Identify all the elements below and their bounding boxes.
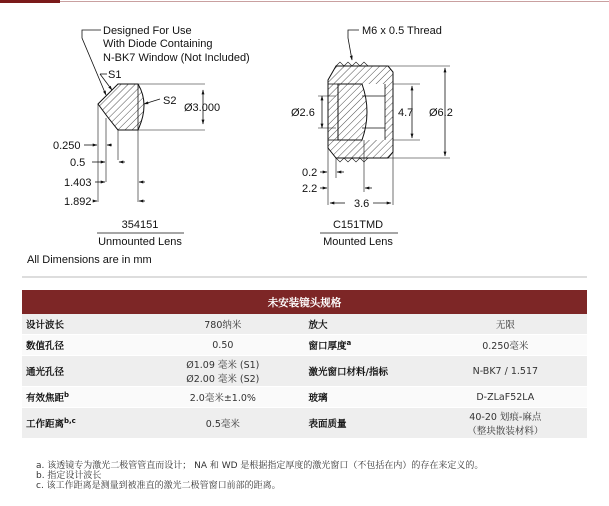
lens-body bbox=[98, 84, 144, 130]
row-label: 工作距离$^{b,c}$ bbox=[22, 408, 141, 439]
spec-table bbox=[22, 290, 587, 439]
table-row bbox=[22, 314, 587, 335]
row-label: 有效焦距$^b$ bbox=[22, 387, 141, 408]
row-value: D-ZLaF52LA bbox=[424, 387, 587, 408]
dim-22-label: 2.2 bbox=[302, 183, 318, 195]
mounted-lens-element bbox=[338, 84, 367, 140]
callout-line-3: N-BK7 Window (Not Included) bbox=[103, 52, 250, 64]
row-value: Ø1.09 毫米 (S1) Ø2.00 毫米 (S2) bbox=[141, 356, 304, 387]
callout-line-2: With Diode Containing bbox=[103, 38, 213, 50]
row-value: 0.250毫米 bbox=[424, 335, 587, 356]
row-label: 数值孔径 bbox=[22, 335, 141, 356]
footnote-c: c. 该工作距离是测量到被准直的激光二极管窗口前部的距离。 bbox=[36, 481, 281, 491]
s2-label: S2 bbox=[163, 95, 177, 107]
unmounted-lens-drawing bbox=[27, 25, 250, 266]
mounted-lens-drawing bbox=[291, 25, 453, 248]
row-label: 激光窗口材料/指标 bbox=[304, 356, 423, 387]
row-label: 放大 bbox=[304, 314, 423, 335]
table-row bbox=[22, 356, 587, 387]
table-row bbox=[22, 335, 587, 356]
row-value: 0.5毫米 bbox=[141, 408, 304, 439]
spec-table-title: 未安装镜头规格 bbox=[22, 290, 587, 314]
row-value: N-BK7 / 1.517 bbox=[424, 356, 587, 387]
dim-47-label: 4.7 bbox=[398, 107, 414, 119]
row-value: 0.50 bbox=[141, 335, 304, 356]
footnote-b: b. 指定设计波长 bbox=[36, 471, 102, 481]
dim-05-label: 0.5 bbox=[70, 157, 86, 169]
thread-label: M6 x 0.5 Thread bbox=[362, 25, 442, 37]
dia-62-label: Ø6.2 bbox=[429, 107, 453, 119]
right-caption: Mounted Lens bbox=[323, 236, 393, 248]
row-label: 设计波长 bbox=[22, 314, 141, 335]
dim-02-label: 0.2 bbox=[302, 167, 318, 179]
row-label: 窗口厚度$^a$ bbox=[304, 335, 423, 356]
dim-1403-label: 1.403 bbox=[64, 177, 92, 189]
left-caption: Unmounted Lens bbox=[98, 236, 182, 248]
dim-36-label: 3.6 bbox=[354, 198, 370, 210]
table-row bbox=[22, 387, 587, 408]
right-part-number: C151TMD bbox=[332, 219, 384, 231]
callout-line-1: Designed For Use bbox=[103, 25, 192, 37]
all-dimensions-note: All Dimensions are in mm bbox=[27, 254, 152, 266]
dia-3000-label: Ø3.000 bbox=[184, 102, 221, 114]
row-value: 2.0毫米±1.0% bbox=[141, 387, 304, 408]
row-value: 780纳米 bbox=[141, 314, 304, 335]
row-value: 无限 bbox=[424, 314, 587, 335]
row-value: 40-20 划痕-麻点 （整块散装材料） bbox=[424, 408, 587, 439]
left-part-number: 354151 bbox=[121, 219, 159, 231]
row-label: 玻璃 bbox=[304, 387, 423, 408]
footnotes bbox=[36, 461, 483, 491]
row-label: 表面质量 bbox=[304, 408, 423, 439]
dia-26-label: Ø2.6 bbox=[291, 107, 315, 119]
table-row bbox=[22, 408, 587, 439]
dim-0250-label: 0.250 bbox=[53, 140, 81, 152]
row-label: 通光孔径 bbox=[22, 356, 141, 387]
s1-label: S1 bbox=[108, 69, 122, 81]
dim-1892-label: 1.892 bbox=[64, 196, 92, 208]
footnote-a: a. 该透镜专为激光二极管管直而设计； NA 和 WD 是根据指定厚度的激光窗口（不包括在内）的存在来定义的。 bbox=[36, 461, 484, 471]
